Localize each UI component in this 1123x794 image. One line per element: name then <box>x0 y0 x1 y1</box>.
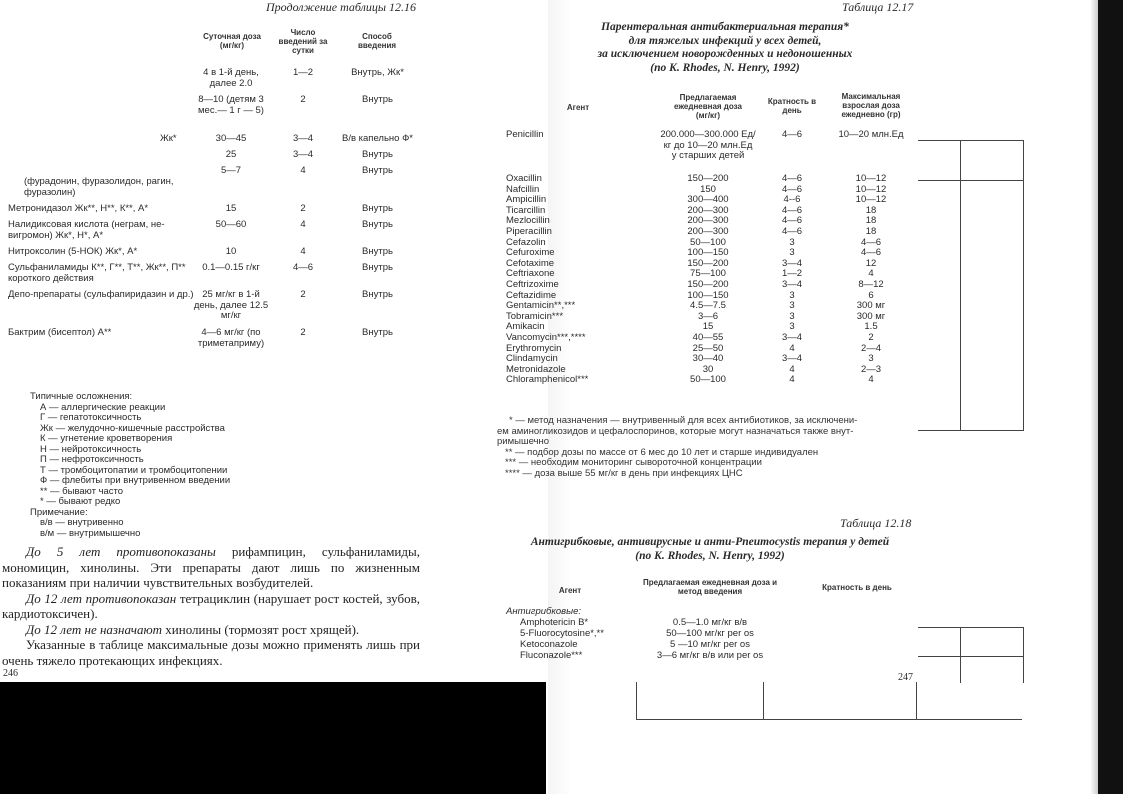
row2-agent: Ketoconazole <box>520 639 578 650</box>
row2-agent: Fluconazole*** <box>520 650 583 661</box>
row-max: 2—3 <box>860 363 882 375</box>
second-table-title <box>500 536 920 563</box>
row-freq: 3—4 <box>781 279 803 290</box>
row-max: 4—6 <box>860 236 882 248</box>
row-dose: 4—6 мг/кг (по триметаприму) <box>197 327 265 349</box>
footnote-line: ** — подбор дозы по массе от 6 мес до 10 лет и старше индивидуален <box>505 446 819 458</box>
bleed-line <box>763 682 764 720</box>
row-dose: 25 мг/кг в 1-й день, далее 12.5 мг/кг <box>193 289 269 321</box>
bleed-line <box>918 140 1024 141</box>
penicillin-max: 10—20 млн.Ед <box>838 129 904 140</box>
row-route: Внутрь <box>362 203 393 214</box>
row-freq: 4—6 <box>781 204 803 216</box>
title2-line-1: Антигрибковые, антивирусные и анти-Pneumocystis терапия у детей <box>530 536 890 548</box>
footnote-line: * — метод назначения — внутривенный для всех антибиотиков, за исключени- <box>509 415 858 426</box>
row-agent: Clindamycin <box>506 353 558 365</box>
row-freq: 1—2 <box>781 268 803 280</box>
row-freq: 3 <box>789 321 795 333</box>
row-dose: 200—300 <box>687 226 729 237</box>
row-dose: 100—150 <box>687 247 729 259</box>
row-drug-name: Бактрим (бисептол) А** <box>8 327 112 338</box>
row-agent: Cefazolin <box>506 236 546 248</box>
bleed-line <box>960 627 961 683</box>
row-freq: 4 <box>789 374 795 386</box>
row-freq: 4 <box>789 363 795 375</box>
bleed-line <box>916 682 917 720</box>
row-route: Внутрь <box>362 149 393 160</box>
row-max: 4 <box>868 268 874 280</box>
row-max: 10—12 <box>855 194 887 206</box>
para2-emphasis: До 12 лет противопоказан <box>26 590 177 606</box>
row2-dose: 3—6 мг/кг в/в или per os <box>656 650 764 661</box>
scan-edge-shade <box>1090 0 1098 794</box>
row-freq: 3 <box>789 310 795 322</box>
row-agent: Amikacin <box>506 321 545 333</box>
bleed-line <box>1023 140 1024 430</box>
row-drug-name: Сульфаниламиды К**, Г**, Т**, Жк**, П** короткого действия <box>8 262 186 284</box>
row-dose: 15 <box>225 203 237 214</box>
row2-dose: 0.5—1.0 мг/кг в/в <box>672 617 748 628</box>
row-agent: Ceftrizoxime <box>506 279 559 290</box>
row-route: Внутрь <box>362 327 393 338</box>
para2-text: тетрациклин (нарушает рост костей, зубов, кардиотоксичен). <box>2 590 420 621</box>
row-agent: Ticarcillin <box>506 204 546 216</box>
row-drug-name: Метронидазол Жк**, Н**, К**, А* <box>8 203 149 214</box>
row-max: 10—12 <box>855 183 887 195</box>
row2-agent: 5-Fluorocytosine*,** <box>520 628 604 639</box>
scan-edge <box>1098 0 1123 794</box>
bleed-line <box>636 682 637 720</box>
row-drug-name: Налидиксовая кислота (неграм, не-вигрoмон) Жк*, Н*, А* <box>8 219 165 241</box>
second-header-freq: Кратность в день <box>822 583 892 592</box>
row-route: Внутрь <box>362 262 393 273</box>
row-route: Внутрь <box>362 246 393 257</box>
right-header-dose: Предлагаемая ежедневная доза (мг/кг) <box>674 93 742 120</box>
legend-line: Жк — желудочно-кишечные расстройства <box>40 422 225 434</box>
row-freq: 3—4 <box>781 332 803 343</box>
row-freq: 4--6 <box>783 194 801 206</box>
row-dose: 50—100 <box>690 374 726 386</box>
footnote-line: *** — необходим мониторинг сывороточной концентрации <box>505 457 762 468</box>
right-page-number: 247 <box>898 672 913 683</box>
penicillin-freq: 4—6 <box>781 129 803 140</box>
row-count: 3—4 <box>292 133 314 144</box>
right-table-title <box>560 21 890 75</box>
row-max: 3 <box>868 353 874 365</box>
legend-line: Ф — флебиты при внутривенном введении <box>40 475 231 486</box>
second-header-agent: Агент <box>558 586 582 595</box>
left-header-route: Способ введения <box>357 32 397 50</box>
row-agent: Metronidazole <box>506 363 566 375</box>
row2-agent: Amphotericin B* <box>520 617 589 628</box>
row-count: 4—6 <box>292 262 314 273</box>
row-agent: Ceftazidime <box>506 289 557 301</box>
row-dose: 50—60 <box>215 219 247 230</box>
row-freq: 4—6 <box>781 215 803 227</box>
row-max: 6 <box>868 289 874 301</box>
bleed-line <box>636 719 1022 720</box>
row-route: Внутрь <box>362 289 393 300</box>
row-drug-name: Нитроксолин (5-НОК) Жк*, А* <box>8 246 138 257</box>
legend-line: * — бывают редко <box>40 496 121 507</box>
row-max: 18 <box>865 226 877 237</box>
second-table-caption: Таблица 12.18 <box>840 516 912 530</box>
row-route: Внутрь <box>362 94 393 105</box>
row-dose: 10 <box>225 246 237 257</box>
row-max: 12 <box>865 257 877 269</box>
row-drug-name: (фурадонин, фуразолидон, рагин, фуразолин) <box>24 176 174 198</box>
row-max: 10—12 <box>855 173 887 184</box>
row-agent: Oxacillin <box>506 173 542 184</box>
row-freq: 4—6 <box>781 173 803 184</box>
title-line-2: для тяжелых инфекций у всех детей, <box>628 34 822 47</box>
title-line-3: за исключением новорожденных и недоношенных <box>597 48 853 60</box>
row-agent: Gentamicin**,*** <box>506 300 576 312</box>
row-dose: 30 <box>702 363 714 375</box>
row-freq: 3 <box>789 247 795 259</box>
title2-line-2: (по K. Rhodes, N. Henry, 1992) <box>635 549 785 562</box>
row-count: 3—4 <box>292 149 314 160</box>
row-count: 4 <box>300 219 306 230</box>
row-dose: 15 <box>702 321 714 333</box>
row-max: 18 <box>865 215 877 227</box>
second-header-dose: Предлагаемая ежедневная доза и метод введения <box>642 578 778 596</box>
row-max: 2 <box>868 332 874 343</box>
legend-line: Т — тромбоцитопатии и тромбоцитопении <box>40 464 228 476</box>
legend-line: Н — нейротоксичность <box>40 443 142 455</box>
legend-line: Примечание: <box>30 506 88 518</box>
row-dose: 150—200 <box>687 173 729 184</box>
row-freq: 3 <box>789 236 795 248</box>
bleed-line <box>1023 627 1024 683</box>
antifungal-section-label: Антигрибковые: <box>506 606 581 617</box>
row-freq: 3 <box>789 289 795 301</box>
row-dose: 3—6 <box>697 310 719 322</box>
penicillin-dose: 200.000—300.000 Ед/кг до 10—20 млн.Ед у старших детей <box>660 129 756 161</box>
row-agent: Ampicillin <box>506 194 547 206</box>
row-dose: 25 <box>225 149 237 160</box>
row-route: Внутрь, Жк* <box>351 67 404 78</box>
row-dose: 150—200 <box>687 257 729 269</box>
row-max: 18 <box>865 204 877 216</box>
row-agent: Ceftriaxone <box>506 268 555 280</box>
penicillin-agent: Penicillin <box>506 129 544 140</box>
row2-dose: 50—100 мг/кг per os <box>666 628 754 639</box>
legend-line: А — аллергические реакции <box>40 401 166 413</box>
row-agent: Cefuroxime <box>506 247 555 259</box>
row-max: 2—4 <box>860 342 882 354</box>
row-route: В/в капельно Ф* <box>341 133 413 144</box>
row-dose: 4 в 1-й день, далее 2.0 <box>203 67 259 89</box>
row-drug-name: Депо-препараты (сульфапиридазин и др.) <box>8 289 194 300</box>
row-dose: 150—200 <box>687 279 729 290</box>
row-dose: 150 <box>700 183 716 195</box>
row-freq: 3—4 <box>781 353 803 365</box>
row-agent: Chloramphenicol*** <box>506 374 589 386</box>
bleed-line <box>960 140 961 430</box>
row-freq: 4—6 <box>781 183 803 195</box>
row-dose: 30—45 <box>215 133 247 144</box>
legend-line: ** — бывают часто <box>40 485 124 497</box>
row-agent: Piperacillin <box>506 226 552 237</box>
row-max: 8—12 <box>858 279 884 290</box>
row-max: 1.5 <box>864 321 878 333</box>
left-table-caption: Продолжение таблицы 12.16 <box>266 0 417 14</box>
left-page-number: 246 <box>3 668 18 679</box>
bleed-line <box>918 656 1024 657</box>
para4-text: Указанные в таблице максимальные дозы можно применять лишь при очень тяжело протекающих инфекциях. <box>2 637 420 668</box>
row-agent: Cefotaxime <box>506 257 555 269</box>
right-header-freq: Кратность в день <box>767 97 817 115</box>
row-count: 2 <box>300 203 306 214</box>
row-dose: 0.1—0.15 г/кг <box>202 262 260 273</box>
row-agent: Nafcillin <box>506 183 540 195</box>
row-max: 300 мг <box>856 300 886 312</box>
left-body-text <box>2 544 420 668</box>
row-max: 4—6 <box>860 247 882 259</box>
title-line-4: (по K. Rhodes, N. Henry, 1992) <box>650 61 800 74</box>
row-dose: 200—300 <box>687 215 729 227</box>
legend-line: Г — гепатотоксичность <box>40 412 142 423</box>
row-dose: 50—100 <box>690 236 726 248</box>
row-freq: 4—6 <box>781 226 803 237</box>
row-max: 4 <box>868 374 874 386</box>
footnote-line: римышечно <box>497 436 550 447</box>
legend-line: Типичные осложнения: <box>30 391 133 402</box>
row-dose: 8—10 (детям 3 мес.— 1 г — 5) <box>198 94 264 116</box>
row-count: 4 <box>300 246 306 257</box>
row-route: Внутрь <box>362 165 393 176</box>
row-freq: 3 <box>789 300 795 312</box>
row2-dose: 5 —10 мг/кг per os <box>670 639 750 650</box>
right-header-max: Максимальная взрослая доза ежедневно (гр) <box>841 92 901 119</box>
bleed-line <box>918 627 1024 628</box>
right-table-caption: Таблица 12.17 <box>842 0 914 14</box>
legend-line: в/в — внутривенно <box>40 517 124 528</box>
title-line-1: Парентеральная антибактериальная терапия* <box>601 21 849 33</box>
row-count: 2 <box>300 289 306 300</box>
legend-line: П — нефротоксичность <box>40 454 144 465</box>
bleed-line <box>918 180 1024 181</box>
row-freq: 3—4 <box>781 257 803 269</box>
row-max: 300 мг <box>856 310 886 322</box>
row-dose: 30—40 <box>692 353 724 365</box>
row-route: Внутрь <box>362 219 393 230</box>
row-dose: 200—300 <box>687 204 729 216</box>
row-agent: Mezlocillin <box>506 215 550 227</box>
row-count: 2 <box>300 94 306 105</box>
row-agent: Erythromycin <box>506 342 562 354</box>
row-dose: 300—400 <box>687 194 729 206</box>
redaction-block <box>0 682 546 794</box>
legend-line: К — угнетение кроветворения <box>40 433 173 444</box>
footnote-line: ем аминогликозидов и цефалоспоринов, которые могут назначаться также внут- <box>497 425 854 437</box>
row-drug-name: Жк* <box>160 133 177 144</box>
footnote-line: **** — доза выше 55 мг/кг в день при инфекциях ЦНС <box>505 467 743 479</box>
row-agent: Vancomycin***,**** <box>506 332 586 343</box>
right-footnotes <box>497 416 919 479</box>
row-freq: 4 <box>789 342 795 354</box>
left-header-dose: Суточная доза (мг/кг) <box>203 32 261 50</box>
right-header-agent: Агент <box>566 103 590 112</box>
bleed-line <box>918 430 1024 431</box>
row-dose: 100—150 <box>687 289 729 301</box>
row-count: 1—2 <box>292 67 314 78</box>
legend-line: в/м — внутримышечно <box>40 527 141 539</box>
row-dose: 5—7 <box>220 165 242 176</box>
row-dose: 25—50 <box>692 342 724 354</box>
row-dose: 75—100 <box>690 268 726 280</box>
row-dose: 40—55 <box>692 332 724 343</box>
row-count: 4 <box>300 165 306 176</box>
para3-emphasis: До 12 лет не назначают <box>26 621 163 637</box>
row-dose: 4.5—7.5 <box>690 300 726 312</box>
row-agent: Tobramicin*** <box>506 310 564 322</box>
para1-emphasis: До 5 лет противопоказаны <box>26 544 216 559</box>
left-legend <box>30 391 231 539</box>
row-count: 2 <box>300 327 306 338</box>
page-gutter <box>548 0 588 794</box>
para3-text: хинолины (тормозят рост хрящей). <box>162 621 360 637</box>
left-header-count: Число введений за сутки <box>278 28 328 55</box>
para1-text: рифампицин, сульфаниламиды, мономицин, хинолины. Эти препараты дают лишь по жизненным показаниям при наличии чувствительных возбудителей. <box>2 544 420 590</box>
